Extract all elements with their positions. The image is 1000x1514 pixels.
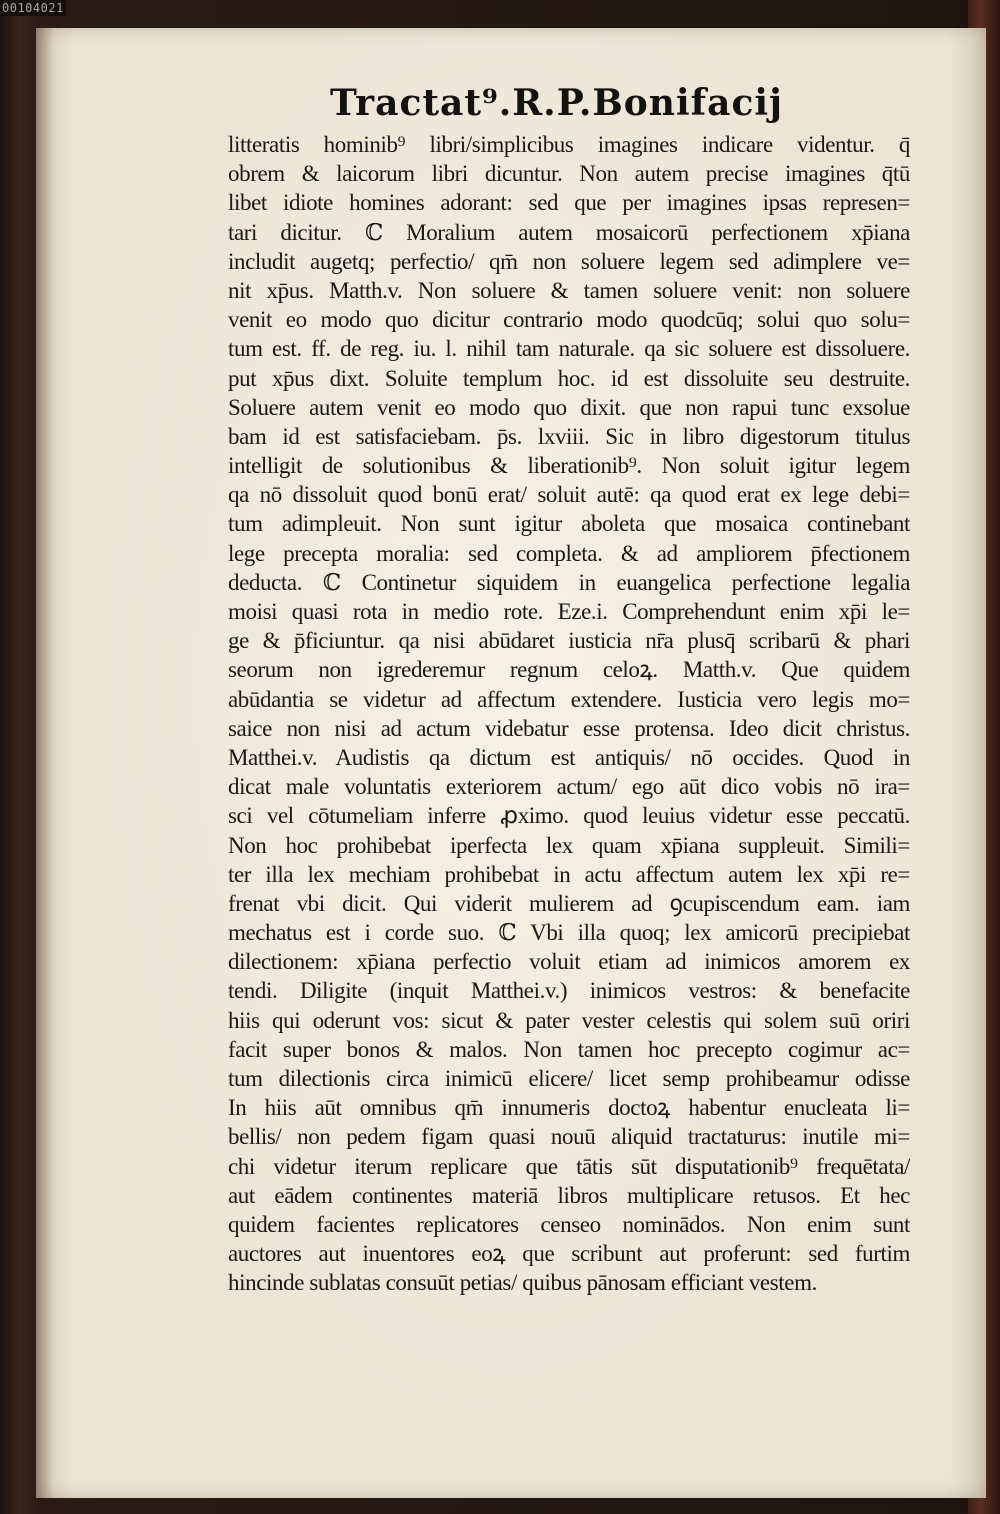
page-gutter-shadow	[36, 28, 54, 1498]
text-line: dilectionem: xp̄iana perfectio voluit etiam ad inimicos amorem ex	[228, 949, 910, 975]
text-line: mechatus est i corde suo. ℂ Vbi illa quoq; lex amicorū precipiebat	[228, 920, 910, 946]
text-line: nit xp̄us. Matth.v. Non soluere & tamen soluere venit: non soluere	[228, 277, 910, 303]
text-line: ter illa lex mechiam prohibebat in actu affectum autem lex xp̄i re=	[228, 861, 910, 887]
text-line: libet idiote homines adorant: sed que per imagines ipsas represen=	[228, 190, 910, 216]
text-line: hiis qui oderunt vos: sicut & pater vester celestis qui solem suū oriri	[228, 1007, 910, 1033]
text-line: tum est. ff. de reg. iu. l. nihil tam naturale. qa sic soluere est dissoluere.	[228, 336, 910, 362]
text-line: aut eādem continentes materiā libros multiplicare retusos. Et hec	[228, 1182, 910, 1208]
text-line: chi videtur iterum replicare que tātis sūt disputationib⁹ frequētata/	[228, 1153, 910, 1179]
text-line: Matthei.v. Audistis qa dictum est antiquis/ nō occides. Quod in	[228, 744, 910, 770]
text-line: bellis/ non pedem figam quasi nouū aliquid tractaturus: inutile mi=	[228, 1124, 910, 1150]
text-line: auctores aut inuentores eoꝝ que scribunt aut proferunt: sed furtim	[228, 1241, 910, 1267]
text-line: put xp̄us dixt. Soluite templum hoc. id est dissoluite seu destruite.	[228, 365, 910, 391]
text-line: venit eo modo quo dicitur contrario modo quodcūq; solui quo solu=	[228, 307, 910, 333]
text-block	[228, 130, 910, 1298]
text-line: ge & p̄ficiuntur. qa nisi abūdaret iusticia nr̄a plusq̄ scribarū & phari	[228, 628, 910, 654]
text-line: sci vel cōtumeliam inferre ꝓximo. quod leuius videtur esse peccatū.	[228, 803, 910, 829]
text-line: includit augetq; perfectio/ qm̄ non soluere legem sed adimplere ve=	[228, 248, 910, 274]
text-line: facit super bonos & malos. Non tamen hoc precepto cogimur ac=	[228, 1036, 910, 1062]
archive-id-label: 00104021	[2, 1, 64, 15]
text-line: abūdantia se videtur ad affectum extendere. Iusticia vero legis mo=	[228, 686, 910, 712]
text-line: Non hoc prohibebat iperfecta lex quam xp̄iana suppleuit. Simili=	[228, 832, 910, 858]
running-head: Tractat⁹.R.P.Bonifacij	[330, 82, 784, 124]
text-line: obrem & laicorum libri dicuntur. Non autem precise imagines q̄tū	[228, 161, 910, 187]
text-line: In hiis aūt omnibus qm̄ innumeris doctoꝝ habentur enucleata li=	[228, 1095, 910, 1121]
text-line: intelligit de solutionibus & liberationib⁹. Non soluit igitur legem	[228, 453, 910, 479]
text-line: seorum non igrederemur regnum celoꝝ. Matth.v. Que quidem	[228, 657, 910, 683]
text-line: hincinde sublatas consuūt petias/ quibus pānosam efficiant vestem.	[228, 1270, 817, 1296]
text-line: Soluere autem venit eo modo quo dixit. que non rapui tunc exsolue	[228, 394, 910, 420]
text-line: saice non nisi ad actum videbatur esse protensa. Ideo dicit christus.	[228, 715, 910, 741]
text-line: quidem facientes replicatores censeo nominādos. Non enim sunt	[228, 1211, 910, 1237]
text-line: litteratis hominib⁹ libri/simplicibus imagines indicare videntur. q̄	[228, 132, 910, 157]
text-line: moisi quasi rota in medio rote. Eze.i. Comprehendunt enim xp̄i le=	[228, 599, 910, 624]
text-line: lege precepta moralia: sed completa. & ad ampliorem p̄fectionem	[228, 540, 910, 566]
text-line: qa nō dissoluit quod bonū erat/ soluit autē: qa quod erat ex lege debi=	[228, 482, 910, 508]
text-line: deducta. ℂ Continetur siquidem in euangelica perfectione legalia	[228, 569, 910, 595]
text-line: tum adimpleuit. Non sunt igitur aboleta que mosaica continebant	[228, 511, 910, 537]
text-line: frenat vbi dicit. Qui viderit mulierem ad ꝯcupiscendum eam. iam	[228, 890, 910, 916]
text-line: tari dicitur. ℂ Moralium autem mosaicorū perfectionem xp̄iana	[228, 219, 910, 245]
text-line: bam id est satisfaciebam. p̄s. lxviii. Sic in libro digestorum titulus	[228, 423, 910, 449]
text-line: tum dilectionis circa inimicū elicere/ licet semp prohibeamur odisse	[228, 1066, 910, 1091]
text-line: tendi. Diligite (inquit Matthei.v.) inimicos vestros: & benefacite	[228, 978, 910, 1004]
text-line: dicat male voluntatis exteriorem actum/ ego aūt dico vobis nō ira=	[228, 774, 910, 800]
